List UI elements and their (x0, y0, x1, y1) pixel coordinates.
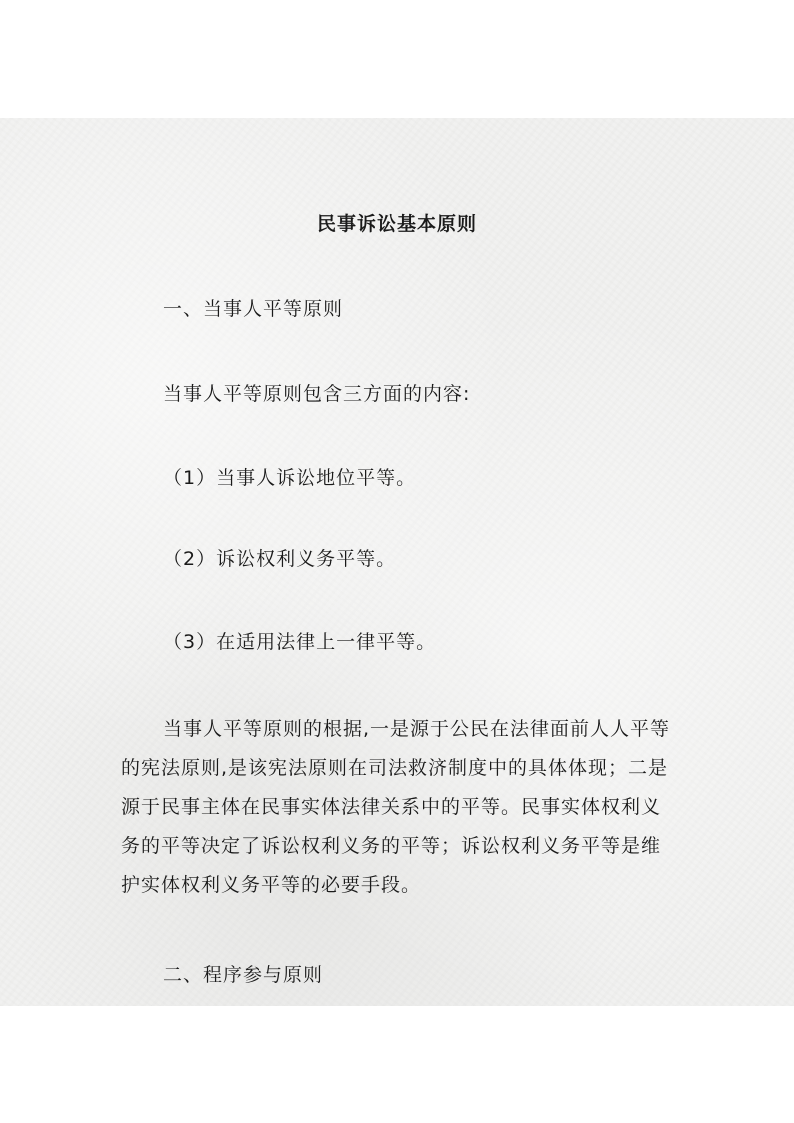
intro-text: 当事人平等原则包含三方面的内容: (163, 383, 471, 405)
paragraph-line: 护实体权利义务平等的必要手段。 (121, 874, 422, 896)
paragraph-line: 当事人平等原则的根据,一是源于公民在法律面前人人平等 (163, 718, 671, 740)
paragraph-line: 源于民事主体在民事实体法律关系中的平等。民事实体权利义 (121, 796, 662, 818)
list-item: （2）诉讼权利义务平等。 (163, 548, 397, 570)
list-item: （3）在适用法律上一律平等。 (163, 631, 437, 653)
body-paragraph (121, 710, 669, 905)
section-heading-1: 一、当事人平等原则 (163, 298, 344, 320)
list-item: （1）当事人诉讼地位平等。 (163, 467, 417, 489)
document-title: 民事诉讼基本原则 (316, 213, 477, 235)
paragraph-line: 务的平等决定了诉讼权利义务的平等；诉讼权利义务平等是维 (121, 835, 662, 857)
paragraph-line: 的宪法原则,是该宪法原则在司法救济制度中的具体体现；二是 (121, 757, 669, 779)
section-heading-2: 二、程序参与原则 (163, 964, 324, 986)
